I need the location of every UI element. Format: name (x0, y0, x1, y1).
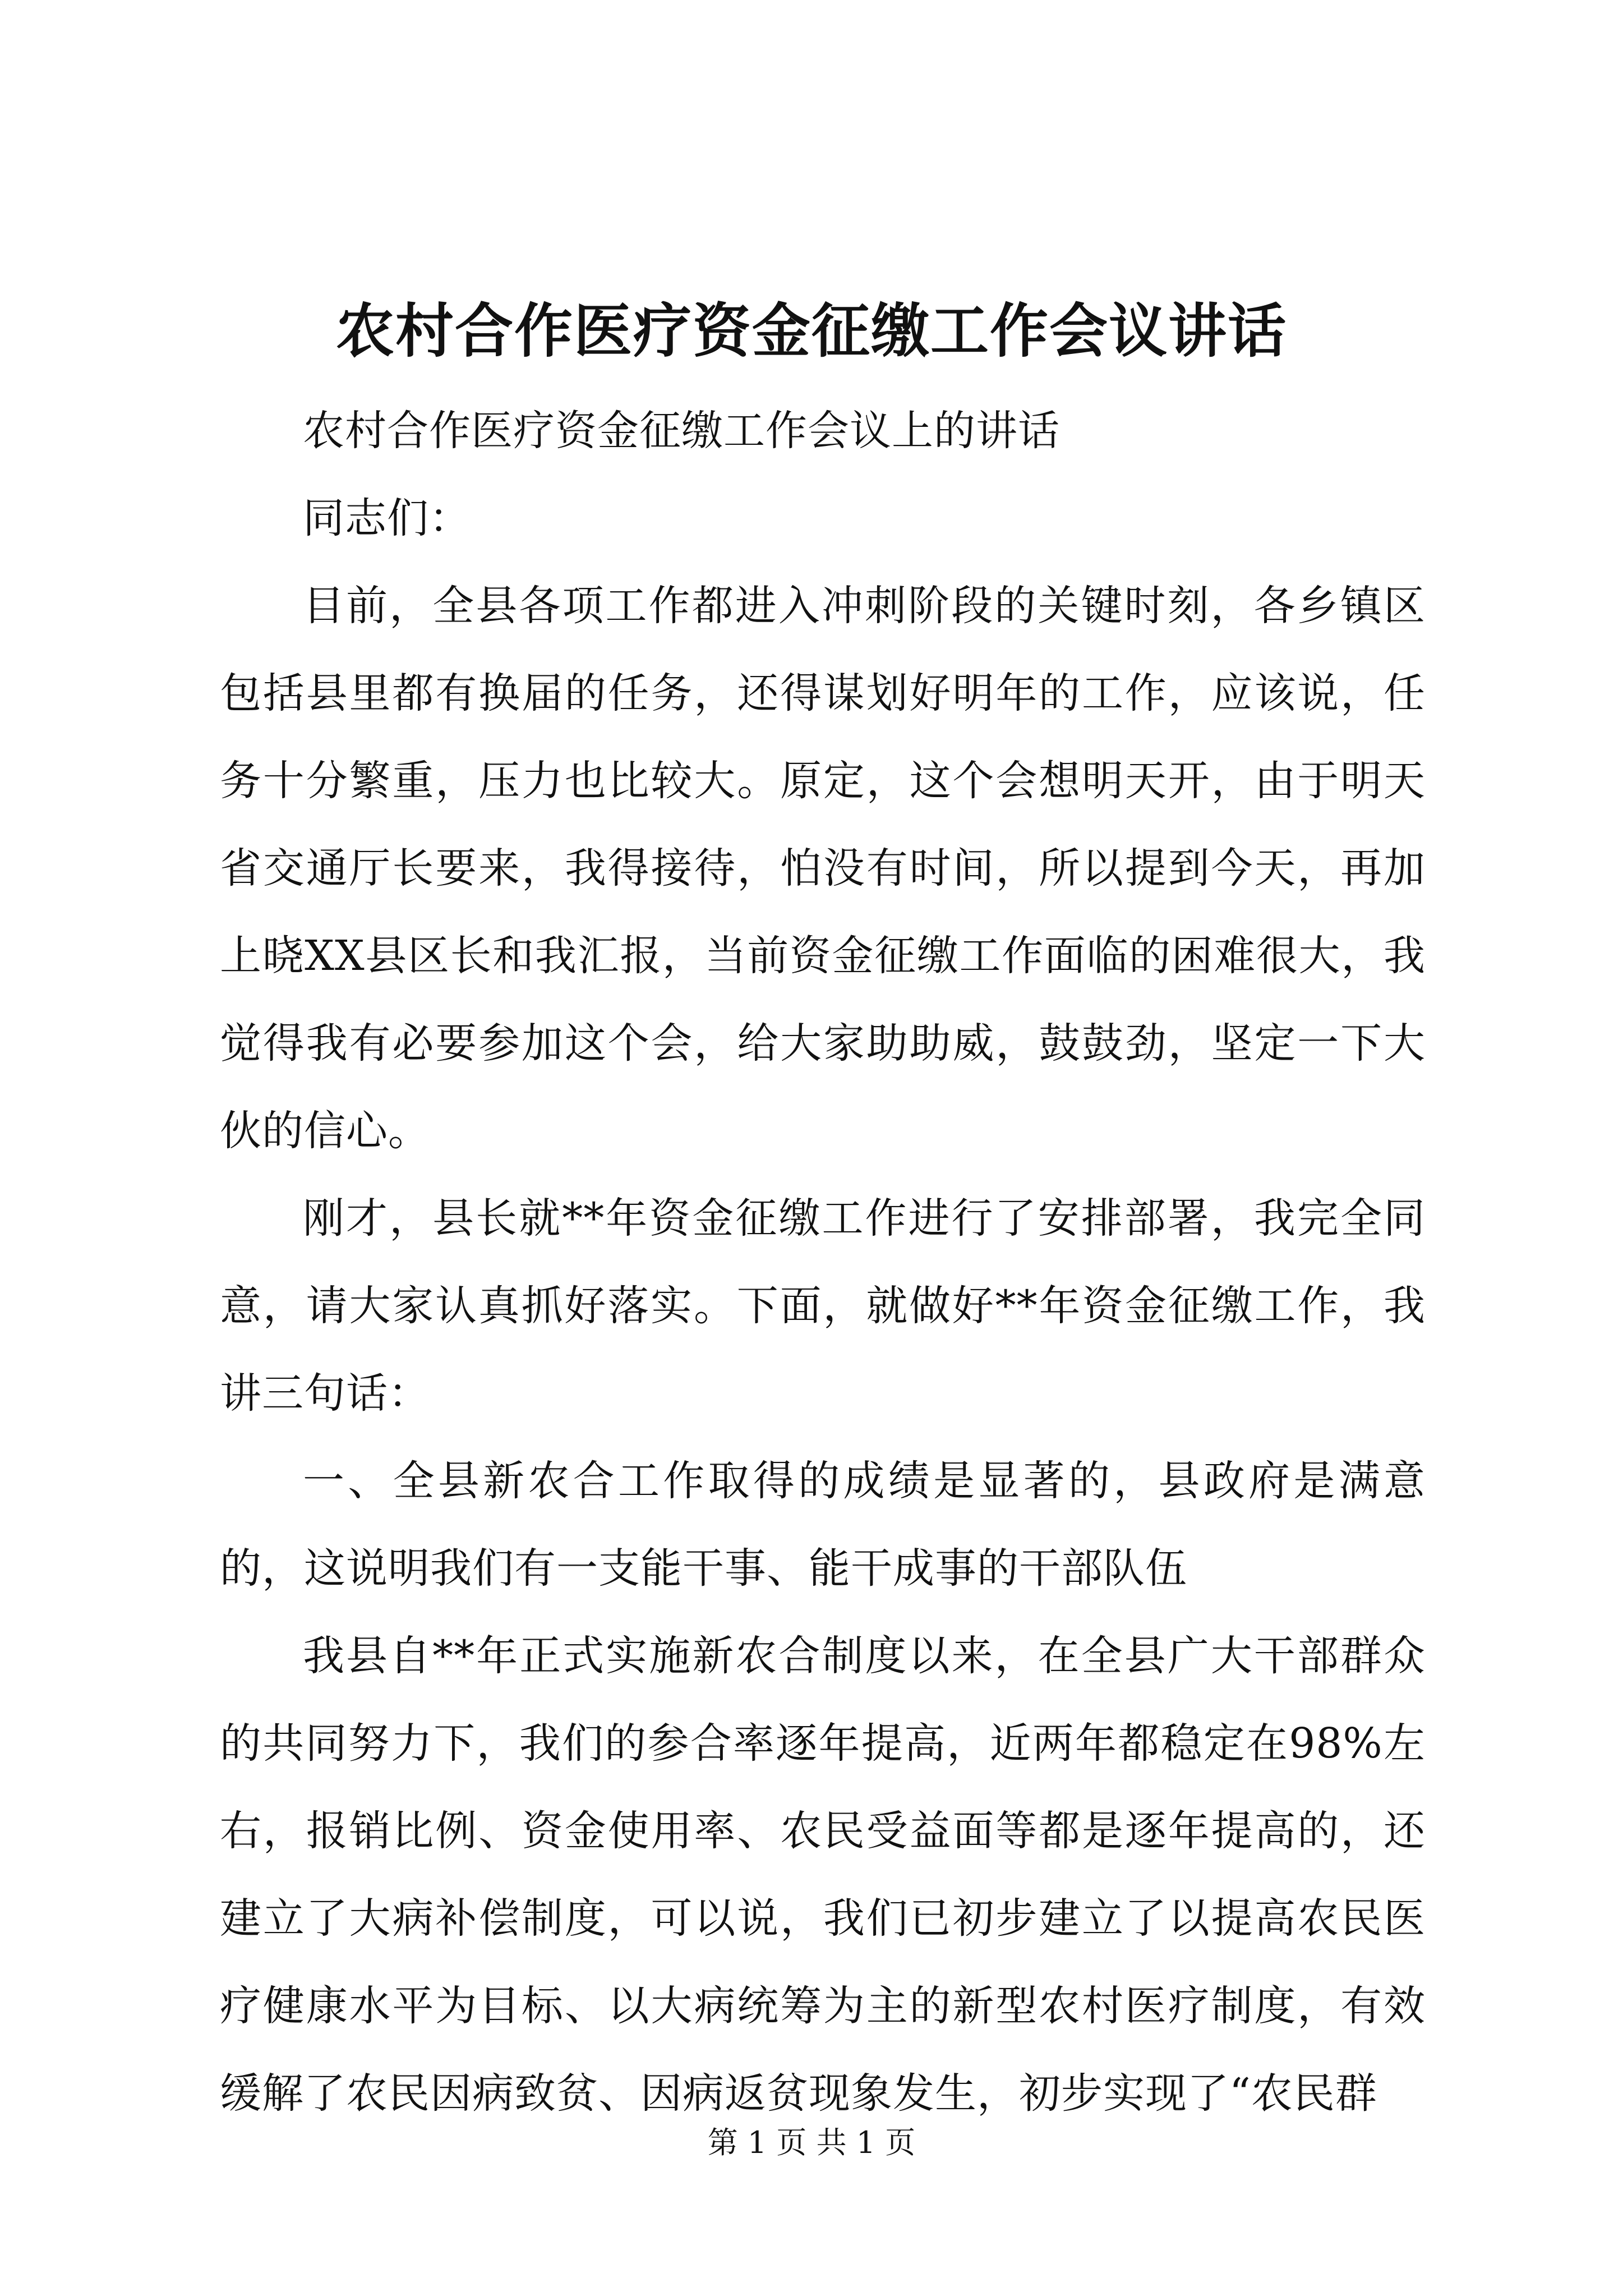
speech-subtitle: 农村合作医疗资金征缴工作会议上的讲话 (303, 407, 1060, 455)
document-body (220, 387, 1426, 2137)
section-heading: 一、全县新农合工作取得的成绩是显著的，县政府是满意的，这说明我们有一支能干事、能干成事的干部队伍 (220, 1457, 1426, 1593)
page-number-footer: 第 1 页 共 1 页 (707, 2125, 916, 2160)
document-title: 农村合作医疗资金征缴工作会议讲话 (335, 296, 1287, 365)
salutation: 同志们： (303, 494, 471, 542)
body-paragraph: 刚才，县长就**年资金征缴工作进行了安排部署，我完全同意，请大家认真抓好落实。下面，就做好**年资金征缴工作，我讲三句话： (220, 1194, 1426, 1418)
body-paragraph: 目前，全县各项工作都进入冲刺阶段的关键时刻，各乡镇区包括县里都有换届的任务，还得谋划好明年的工作，应该说，任务十分繁重，压力也比较大。原定，这个会想明天开，由于明天省交通厅长要来，我得接待，怕没有时间，所以提到今天，再加上晓XX县区长和我汇报，当前资金征缴工作面临的困难很大，我觉得我有必要参加这个会，给大家助助威，鼓鼓劲，坚定一下大伙的信心。 (220, 582, 1426, 1155)
body-paragraph: 我县自**年正式实施新农合制度以来，在全县广大干部群众的共同努力下，我们的参合率逐年提高，近两年都稳定在98%左右，报销比例、资金使用率、农民受益面等都是逐年提高的，还建立了大病补偿制度，可以说，我们已初步建立了以提高农民医疗健康水平为目标、以大病统筹为主的新型农村医疗制度，有效缓解了农民因病致贫、因病返贫现象发生，初步实现了“农民群 (220, 1632, 1426, 2118)
